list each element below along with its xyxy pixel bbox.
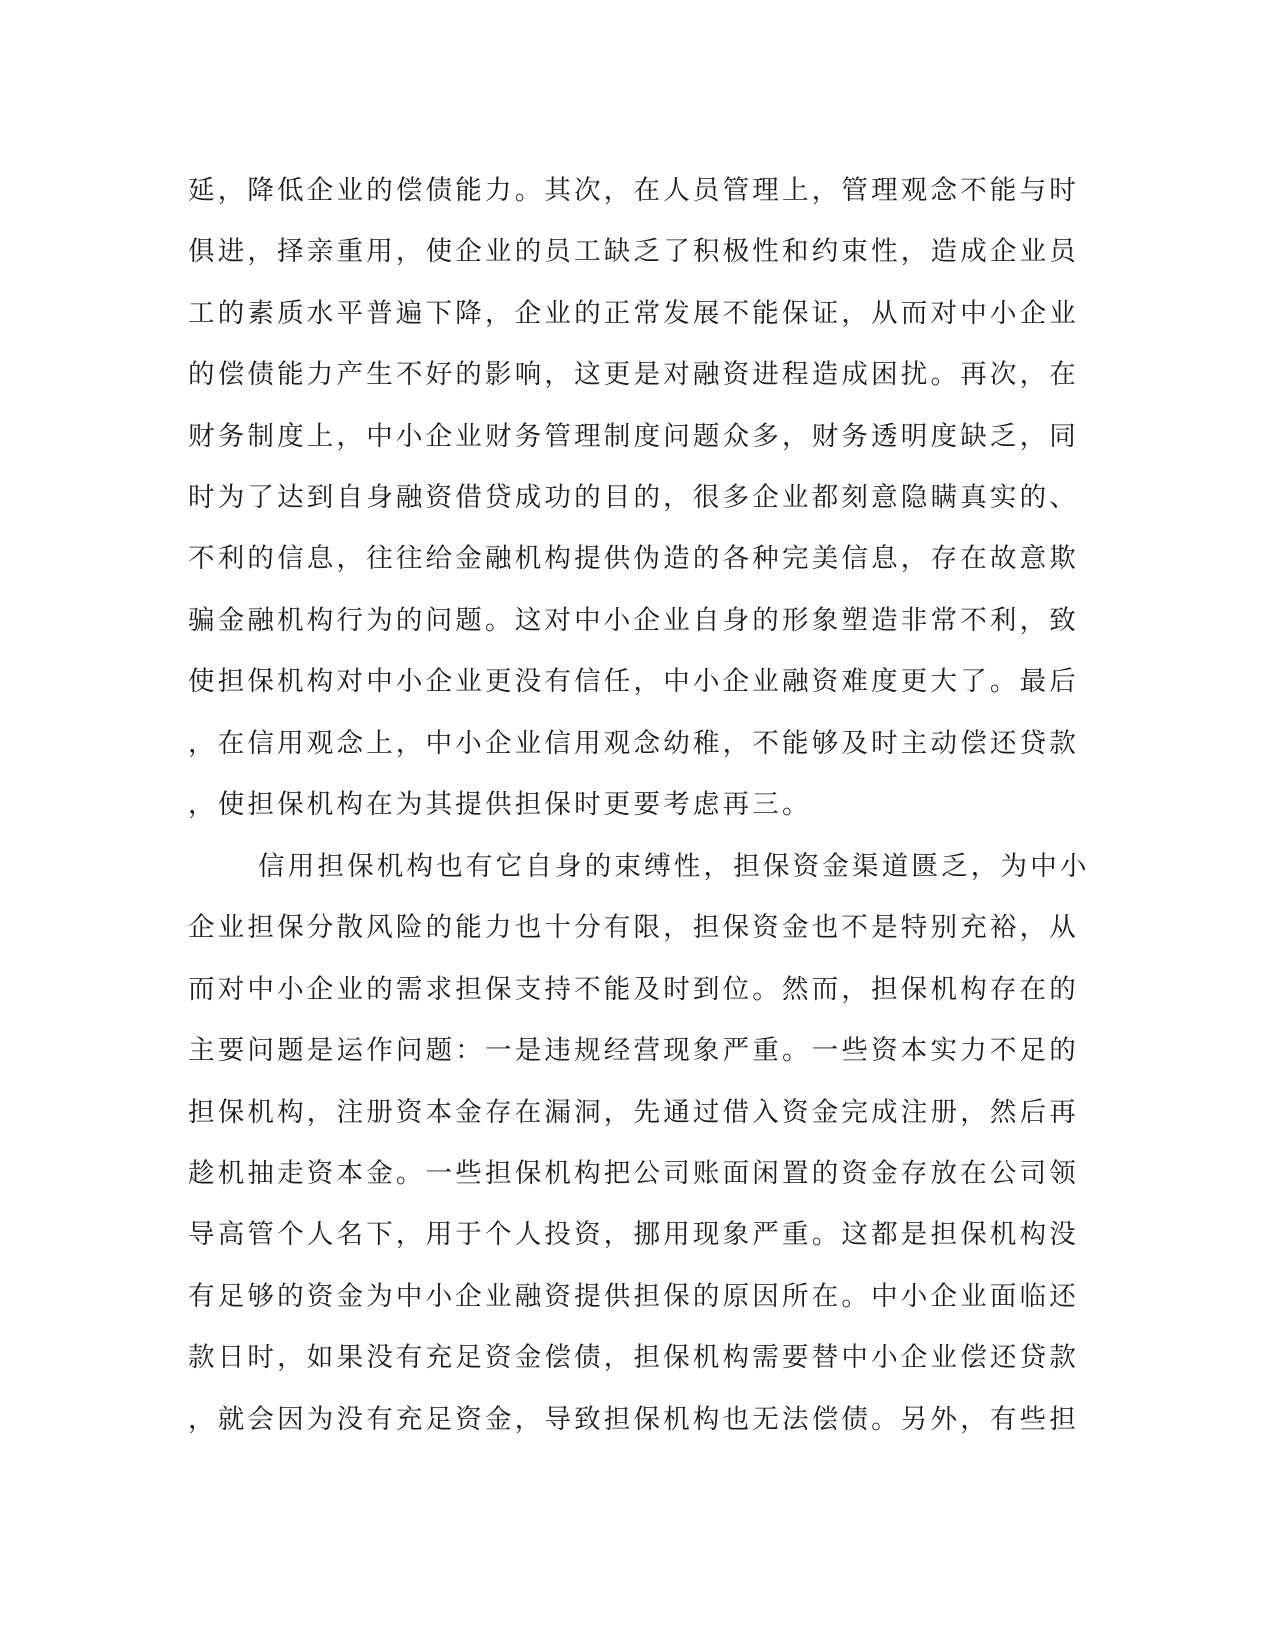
paragraph-2-line: ，就会因为没有充足资金，导致担保机构也无法偿债。另外，有些担	[188, 1403, 1079, 1435]
paragraph-2-line: 主要问题是运作问题：一是违规经营现象严重。一些资本实力不足的	[188, 1035, 1079, 1067]
paragraph-2-line: 担保机构，注册资本金存在漏洞，先通过借入资金完成注册，然后再	[188, 1096, 1079, 1128]
paragraph-2-line: 有足够的资金为中小企业融资提供担保的原因所在。中小企业面临还	[188, 1280, 1079, 1312]
paragraph-1-line: 的偿债能力产生不好的影响，这更是对融资进程造成困扰。再次，在	[188, 359, 1079, 391]
paragraph-2-line: 趁机抽走资本金。一些担保机构把公司账面闲置的资金存放在公司领	[188, 1157, 1079, 1189]
paragraph-1-line: ，使担保机构在为其提供担保时更要考虑再三。	[188, 788, 812, 820]
paragraph-2-line: 企业担保分散风险的能力也十分有限，担保资金也不是特别充裕，从	[188, 912, 1079, 944]
paragraph-1-line: 延，降低企业的偿债能力。其次，在人员管理上，管理观念不能与时	[188, 175, 1079, 206]
paragraph-1-line: 俱进，择亲重用，使企业的员工缺乏了积极性和约束性，造成企业员	[188, 236, 1079, 268]
paragraph-2-line: 款日时，如果没有充足资金偿债，担保机构需要替中小企业偿还贷款	[188, 1342, 1079, 1374]
paragraph-1-line: 使担保机构对中小企业更没有信任，中小企业融资难度更大了。最后	[188, 666, 1079, 698]
paragraph-1-line: 时为了达到自身融资借贷成功的目的，很多企业都刻意隐瞒真实的、	[188, 481, 1079, 513]
paragraph-1-line: 财务制度上，中小企业财务管理制度问题众多，财务透明度缺乏，同	[188, 420, 1079, 452]
paragraph-1-line: 骗金融机构行为的问题。这对中小企业自身的形象塑造非常不利，致	[188, 604, 1079, 636]
paragraph-2-line: 而对中小企业的需求担保支持不能及时到位。然而，担保机构存在的	[188, 973, 1079, 1005]
paragraph-1	[188, 160, 1079, 835]
paragraph-1-line: 工的素质水平普遍下降，企业的正常发展不能保证，从而对中小企业	[188, 297, 1079, 329]
paragraph-1-line: 不利的信息，往往给金融机构提供伪造的各种完美信息，存在故意欺	[188, 543, 1079, 575]
paragraph-2	[188, 836, 1090, 1450]
paragraph-1-line: ，在信用观念上，中小企业信用观念幼稚，不能够及时主动偿还贷款	[188, 727, 1079, 759]
paragraph-2-line: 信用担保机构也有它自身的束缚性，担保资金渠道匮乏，为中小	[258, 851, 1090, 882]
paragraph-2-line: 导高管个人名下，用于个人投资，挪用现象严重。这都是担保机构没	[188, 1219, 1079, 1251]
